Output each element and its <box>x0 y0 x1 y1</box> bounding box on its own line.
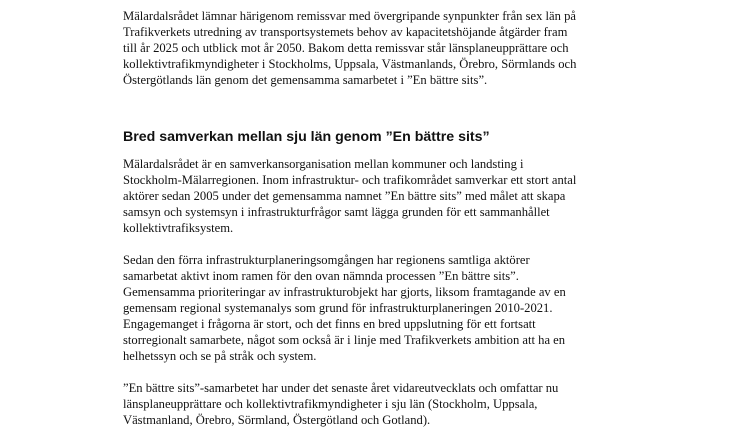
text-line: Sedan den förra infrastrukturplaneringsomgången har regionens samtliga aktörer <box>123 253 530 267</box>
text-line: samarbetat aktivt inom ramen för den ovan nämnda processen ”En bättre sits”. <box>123 269 519 283</box>
text-line: kollektivtrafikmyndigheter i Stockholms, Uppsala, Västmanlands, Örebro, Sörmlands och <box>123 57 577 71</box>
text-line: Engagemanget i frågorna är stort, och det finns en bred uppslutning för ett fortsatt <box>123 317 536 331</box>
text-line: Östergötlands län genom det gemensamma samarbetet i ”En bättre sits”. <box>123 73 488 87</box>
text-line: Mälardalsrådet är en samverkansorganisation mellan kommuner och landsting i <box>123 157 524 171</box>
text-line: kollektivtrafiksystem. <box>123 221 234 235</box>
text-line: Västmanland, Örebro, Sörmland, Östergötland och Gotland). <box>123 413 431 427</box>
text-line: ”En bättre sits”-samarbetet har under det senaste året vidareutvecklats och omfattar nu <box>123 381 559 395</box>
text-line: Gemensamma prioriteringar av infrastrukturobjekt har gjorts, liksom framtagande av en <box>123 285 566 299</box>
body-paragraph-2 <box>123 252 566 364</box>
document-page <box>123 0 643 427</box>
body-paragraph-1 <box>123 156 576 236</box>
text-line: aktörer sedan 2005 under det gemensamma namnet ”En bättre sits” med målet att skapa <box>123 189 566 203</box>
text-line: Mälardalsrådet lämnar härigenom remissvar med övergripande synpunkter från sex län på <box>123 9 576 23</box>
text-line: storregionalt samarbete, något som också är i linje med Trafikverkets ambition att ha en <box>123 333 566 347</box>
intro-paragraph <box>123 8 576 88</box>
text-line: till år 2025 och utblick mot år 2050. Bakom detta remissvar står länsplaneupprättare och <box>123 41 569 55</box>
text-line: länsplaneupprättare och kollektivtrafikmyndigheter i sju län (Stockholm, Uppsala, <box>123 397 538 411</box>
body-paragraph-3 <box>123 380 558 428</box>
section-heading: Bred samverkan mellan sju län genom ”En bättre sits” <box>123 129 490 145</box>
text-line: Trafikverkets utredning av transportsystemets behov av kapacitetshöjande åtgärder fram <box>123 25 568 39</box>
text-line: Stockholm-Mälarregionen. Inom infrastruktur- och trafikområdet samverkar ett stort antal <box>123 173 577 187</box>
text-line: helhetssyn och se på stråk och system. <box>123 349 317 363</box>
text-line: gemensam regional systemanalys som grund för infrastrukturplaneringen 2010-2021. <box>123 301 553 315</box>
text-line: samsyn och systemsyn i infrastrukturfrågor samt lägga grunden för ett sammanhållet <box>123 205 550 219</box>
